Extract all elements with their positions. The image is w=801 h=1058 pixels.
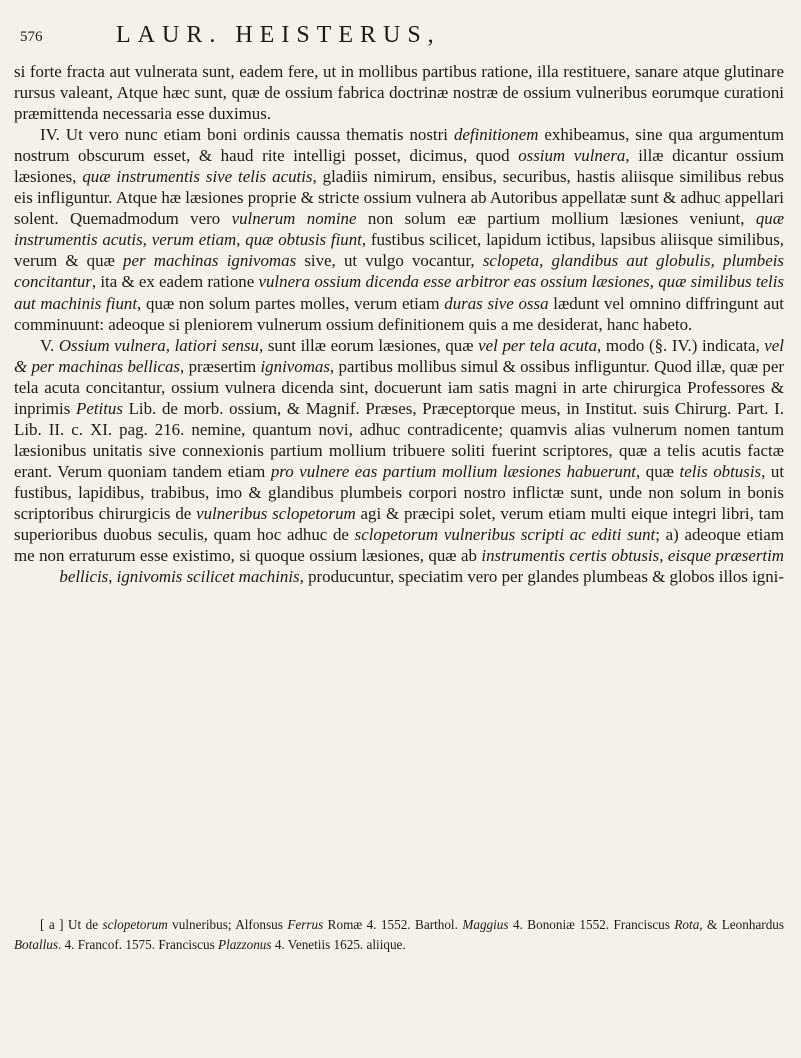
italic-span: vel per tela acuta bbox=[478, 335, 598, 355]
italic-span: Maggius bbox=[462, 917, 509, 933]
paragraph-section-v bbox=[14, 335, 784, 588]
text-span: exhibeamus, sine qua argumentum nostrum obscurum esset, & haud rite intelligi posset, dicimus, quod bbox=[14, 125, 784, 166]
text-span: IV. Ut vero nunc etiam boni ordinis caussa thematis nostri bbox=[40, 125, 454, 145]
italic-span: Ferrus bbox=[287, 917, 324, 933]
text-span: , bbox=[659, 546, 668, 566]
italic-span: sclopeta, glandibus aut globulis, plumbeis concitantur bbox=[14, 251, 784, 292]
text-span: si forte fracta aut vulnerata sunt, eadem fere, ut in mollibus partibus ratione, illa restituere, sanare atque glutinare rursus valeant, Atque hæc sunt, quæ de ossium fabrica doctrinæ nostræ de ossium vulneribus eorumque curationi præmittenda necessaria esse duximus. bbox=[14, 62, 784, 124]
italic-span: definitionem bbox=[453, 125, 539, 145]
text-span: Lib. de morb. ossium, & Magnif. Præses, Præceptorque meus, in Institut. suis Chirurg. Part. I. Lib. II. c. XI. pag. 216. nemine, quantum novi, adhuc contradicente; quamvis alias vulnerum nomen tantum læsionibus unitatis sive connexionis partium mollium tribuere soliti fuerint scriptores, quæ a telis acutis factæ erant. Verum quoniam tandem etiam bbox=[14, 398, 785, 481]
italic-span: latiori sensu bbox=[174, 335, 259, 355]
italic-span: telis obtusis bbox=[679, 461, 762, 481]
footnote bbox=[14, 915, 784, 954]
text-span: non solum eæ partium mollium læsiones veniunt, bbox=[356, 209, 756, 229]
page-number: 576 bbox=[20, 29, 43, 45]
text-span: , quæ non solum partes molles, verum etiam bbox=[137, 293, 445, 313]
text-span: , ita & ex eadem ratione bbox=[91, 272, 259, 292]
text-span: ; a) adeoque etiam me non erraturum esse existimo, si quoque ossium læsiones, quæ ab bbox=[14, 525, 784, 566]
text-span: , quæ bbox=[636, 461, 680, 481]
text-span: 4. Bononiæ 1552. Franciscus bbox=[508, 917, 675, 933]
text-span: , ut fustibus, lapidibus, trabibus, imo & glandibus plumbeis corpori nostro inflictæ sunt, unde non solum in bonis scriptoribus chirurgicis de bbox=[14, 461, 785, 523]
text-span: , producuntur, speciatim vero per glandes plumbeas & globos illos igni- bbox=[299, 567, 784, 587]
text-span: , & Leonhardus bbox=[699, 917, 785, 933]
text-span: , bbox=[165, 335, 175, 355]
italic-span: Plazzonus bbox=[218, 936, 272, 952]
italic-span: per machinas ignivomas bbox=[123, 251, 297, 271]
text-span: sive, ut vulgo vocantur, bbox=[296, 251, 483, 271]
italic-span: sclopetorum bbox=[102, 917, 168, 933]
text-span: , fustibus scilicet, lapidum ictibus, lapsibus aliisque similibus, verum & quæ bbox=[14, 230, 784, 271]
text-span: lædunt vel omnino diffringunt aut comminuunt: adeoque si pleniorem vulnerum ossium definitionem quis a me desiderat, hanc habeto. bbox=[14, 293, 784, 334]
italic-span: Ossium vulnera bbox=[58, 335, 166, 355]
italic-span: eisque præsertim bellicis bbox=[59, 546, 784, 587]
italic-span: quæ instrumentis acutis, verum etiam, quæ obtusis fiunt bbox=[14, 209, 784, 250]
italic-span: ignivomis scilicet machinis bbox=[116, 567, 300, 587]
italic-span: vulneribus sclopetorum bbox=[196, 503, 356, 523]
italic-span: vel & per machinas bellicas bbox=[14, 335, 784, 376]
text-span: , præsertim bbox=[180, 356, 261, 376]
italic-span: sclopetorum vulneribus scripti ac editi sunt bbox=[354, 525, 656, 545]
text-span: , partibus mollibus simul & ossibus infliguntur. Quod illæ, quæ per tela acuta concitantur, ossium vulnera dicenda sint, docuerunt iam satis magni in arte chirurgica Professores & inprimis bbox=[14, 356, 784, 418]
text-span: , sunt illæ eorum læsiones, quæ bbox=[259, 335, 479, 355]
text-span: , modo (§. IV.) indicata, bbox=[597, 335, 765, 355]
italic-span: duras sive ossa bbox=[444, 293, 549, 313]
text-span: . 4. Francof. 1575. Franciscus bbox=[57, 936, 219, 952]
page-header bbox=[16, 15, 782, 55]
italic-span: vulnerum nomine bbox=[231, 209, 357, 229]
text-span: 4. Venetiis 1625. aliique. bbox=[271, 936, 406, 952]
text-span: , bbox=[108, 567, 117, 587]
italic-span: quæ instrumentis sive telis acutis bbox=[82, 167, 313, 187]
running-head: LAUR. HEISTERUS, bbox=[116, 22, 441, 48]
text-span: , illæ dicantur ossium læsiones, bbox=[14, 146, 784, 187]
italic-span: Botallus bbox=[14, 936, 58, 952]
text-span: , gladiis nimirum, ensibus, securibus, hastis aliisque similibus rebus eis infliguntur. Atque hæ læsiones proprie & stricte ossium vulnera ab Autoribus appellatæ sunt & adhuc appellari solent. Quemadmodum vero bbox=[14, 167, 784, 229]
italic-span: pro vulnere eas partium mollium læsiones habuerunt bbox=[270, 461, 637, 481]
text-span: [ a ] Ut de bbox=[40, 917, 103, 933]
text-span: agi & præcipi solet, verum etiam multi eique integri libri, tam superioribus duobus seculis, quam hoc adhuc de bbox=[14, 503, 784, 545]
italic-span: vulnera ossium dicenda esse arbitror eas ossium læsiones, quæ similibus telis aut machinis fiunt bbox=[14, 272, 784, 313]
text-span: Romæ 4. 1552. Barthol. bbox=[323, 917, 463, 933]
italic-span: ossium vulnera bbox=[518, 146, 626, 166]
paragraph-section-iv bbox=[14, 124, 784, 334]
italic-span: Rota bbox=[674, 917, 700, 933]
body-text bbox=[14, 61, 784, 587]
paragraph-continuation bbox=[14, 61, 784, 124]
text-span: V. bbox=[40, 335, 59, 355]
italic-span: Petitus bbox=[76, 398, 123, 418]
italic-span: instrumentis certis obtusis bbox=[481, 546, 660, 566]
italic-span: ignivomas bbox=[260, 356, 330, 376]
text-span: vulneribus; Alfonsus bbox=[167, 917, 288, 933]
